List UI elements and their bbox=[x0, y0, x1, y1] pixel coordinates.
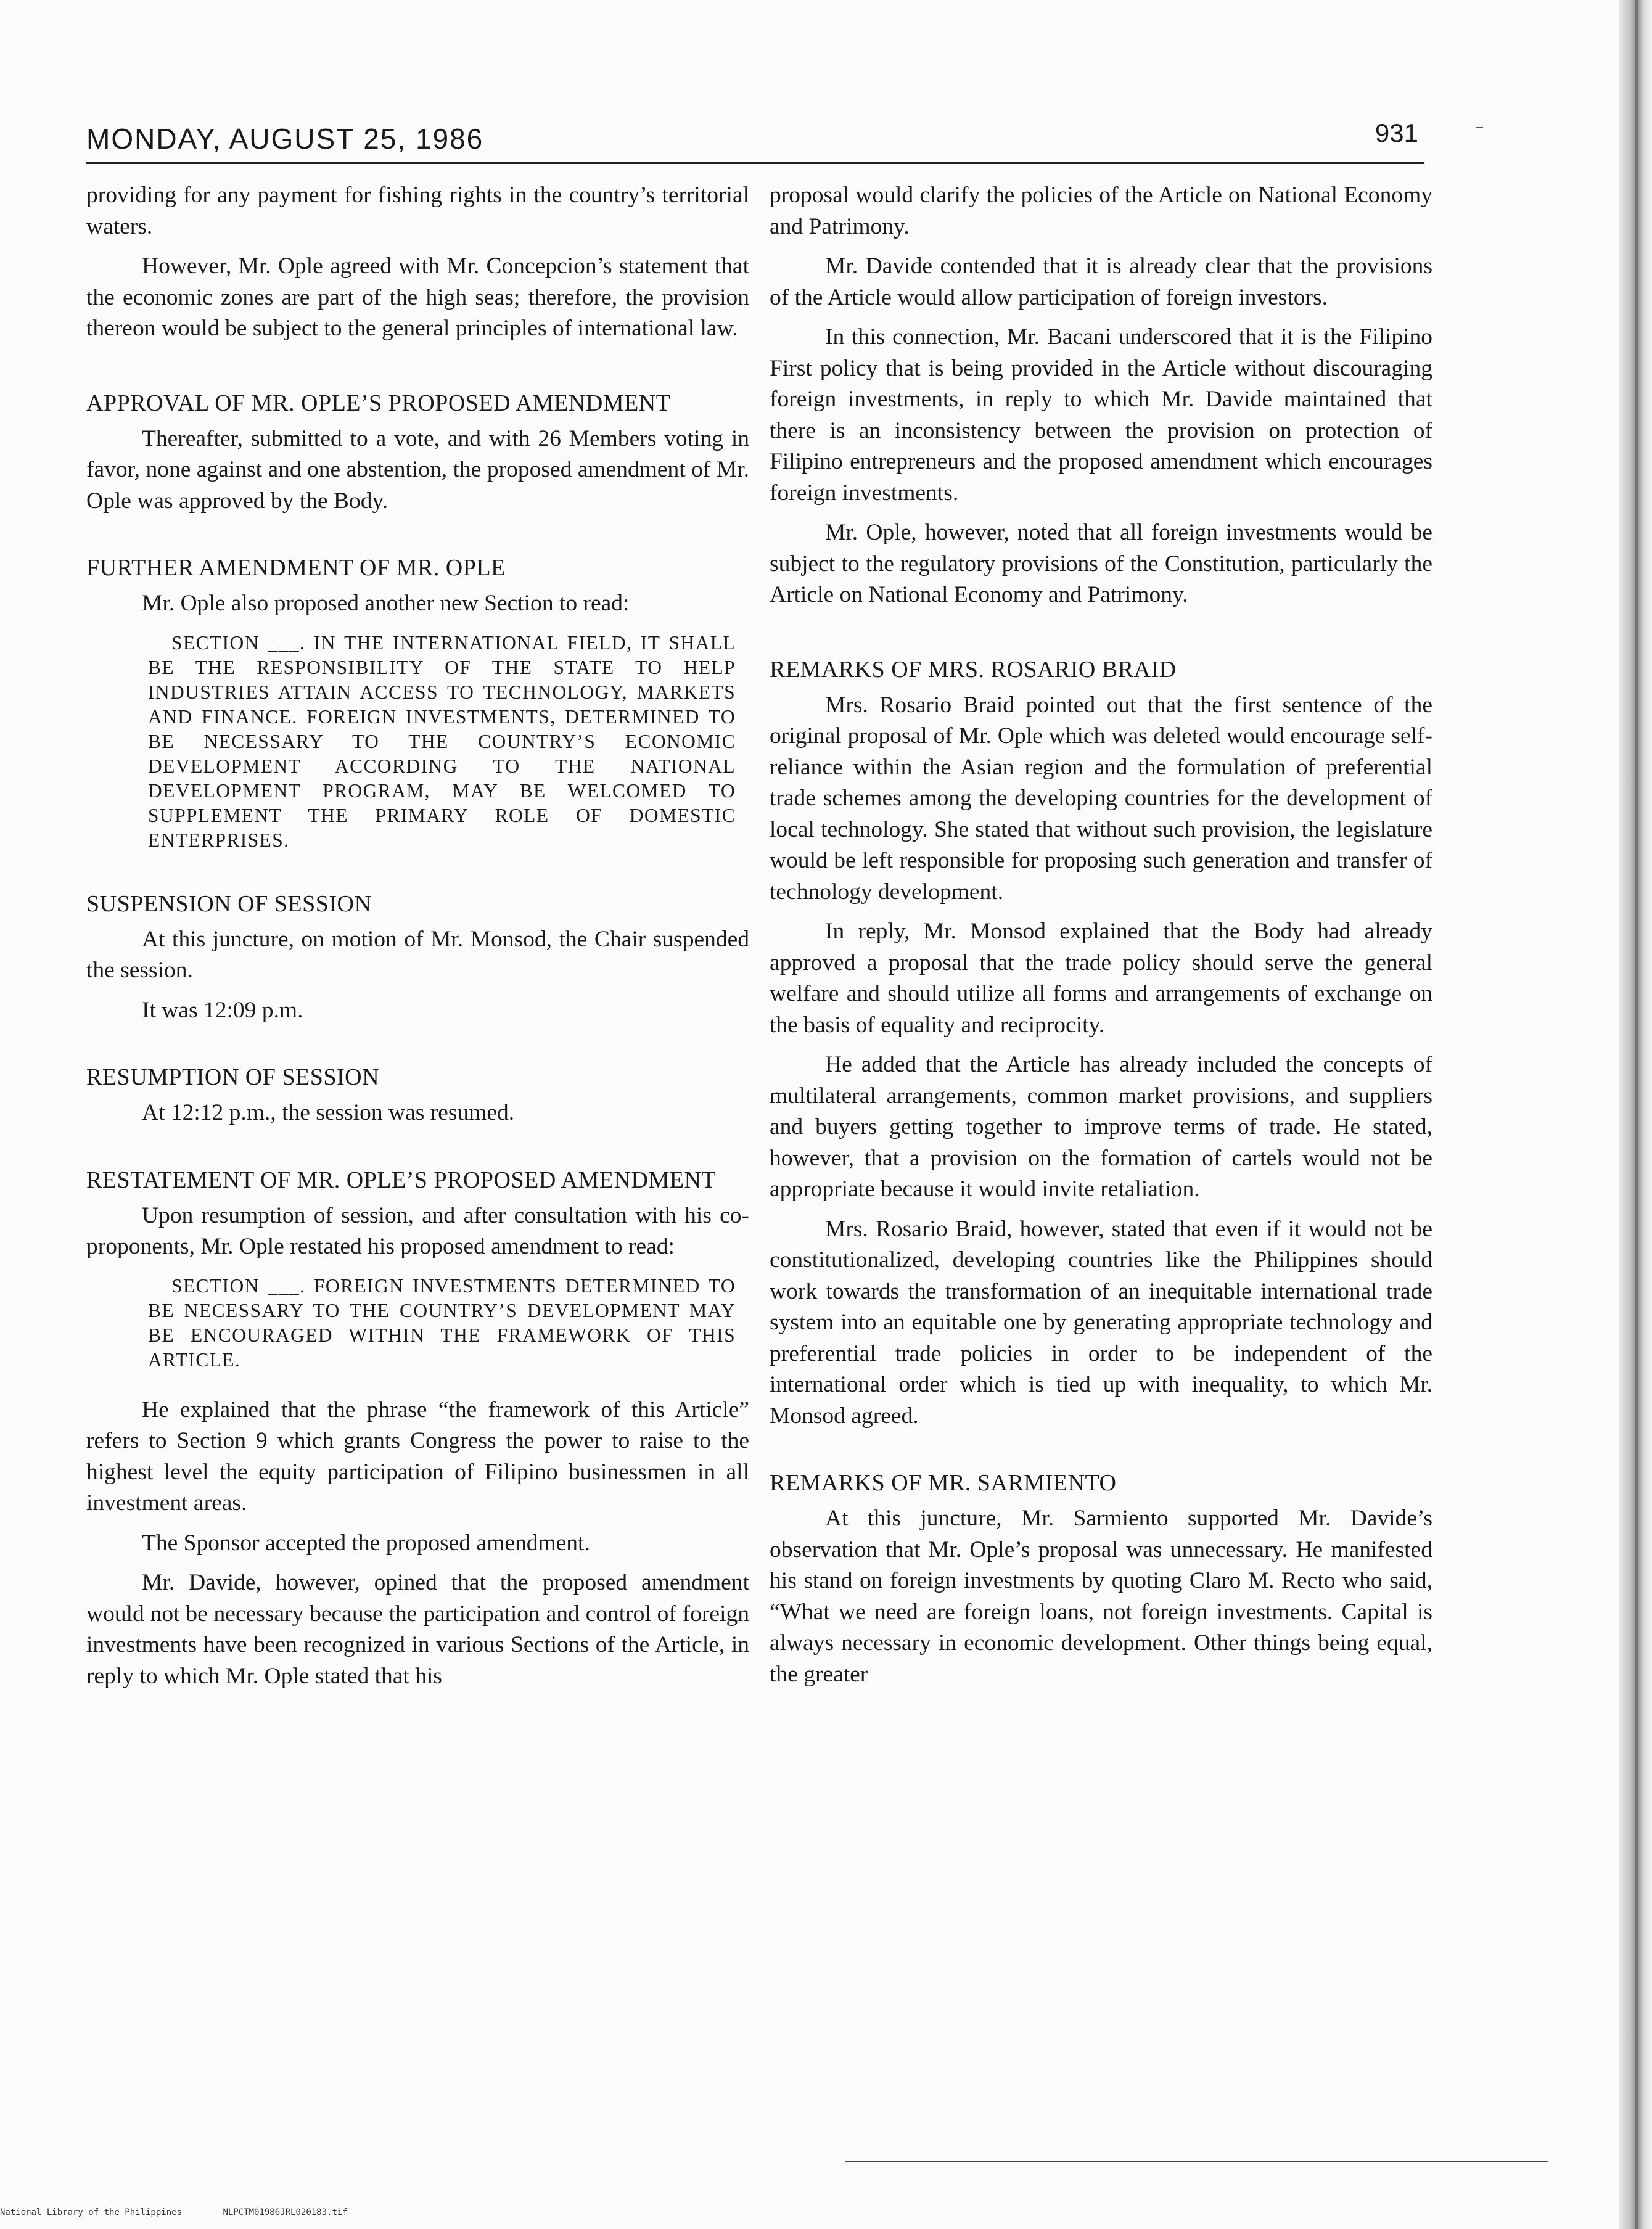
scanned-page-edge bbox=[1619, 0, 1652, 2229]
section-heading: REMARKS OF MR. SARMIENTO bbox=[770, 1470, 1117, 1496]
paragraph: In reply, Mr. Monsod explained that the Body had already approved a proposal that the trade policy should serve the general welfare and should utilize all forms and arrangements of exchange on the basis of equality and reciprocity. bbox=[770, 919, 1432, 1038]
quoted-section: SECTION ___. IN THE INTERNATIONAL FIELD, IT SHALL BE THE RESPONSIBILITY OF THE STATE TO HELP INDUSTRIES ATTAIN ACCESS TO TECHNOLOGY, MARKETS AND FINANCE. FOREIGN INVESTMENTS, DETERMINED TO BE NECESSARY TO THE COUNTRY’S ECONOMIC DEVELOPMENT ACCORDING TO THE NATIONAL DEVELOPMENT PROGRAM, MAY BE WELCOMED TO SUPPLEMENT THE PRIMARY ROLE OF DOMESTIC ENTERPRISES. bbox=[148, 631, 736, 851]
paragraph: At 12:12 p.m., the session was resumed. bbox=[142, 1100, 515, 1125]
margin-mark bbox=[1476, 127, 1483, 128]
page-number: 931 bbox=[1375, 118, 1418, 147]
paragraph: Mr. Davide contended that it is already clear that the provisions of the Article would allow participation of foreign investors. bbox=[770, 253, 1432, 310]
section-heading: APPROVAL OF MR. OPLE’S PROPOSED AMENDMENT bbox=[86, 390, 671, 416]
paragraph: He explained that the phrase “the framework of this Article” refers to Section 9 which grants Congress the power to raise to the highest level the equity participation of Filipino businessmen in all investment areas. bbox=[86, 1397, 749, 1516]
left-column bbox=[86, 180, 749, 1701]
header-rule bbox=[86, 162, 1424, 164]
quoted-section: SECTION ___. FOREIGN INVESTMENTS DETERMINED TO BE NECESSARY TO THE COUNTRY’S DEVELOPMENT MAY BE ENCOURAGED WITHIN THE FRAMEWORK OF THIS ARTICLE. bbox=[148, 1275, 736, 1371]
paragraph: At this juncture, on motion of Mr. Monsod, the Chair suspended the session. bbox=[86, 926, 749, 983]
right-column bbox=[770, 180, 1432, 1699]
paragraph: Upon resumption of session, and after consultation with his co-proponents, Mr. Ople restated his proposed amendment to read: bbox=[86, 1202, 749, 1259]
library-credit: National Library of the Philippines bbox=[0, 2207, 183, 2217]
paragraph: Mr. Davide, however, opined that the proposed amendment would not be necessary because the participation and control of foreign investments have been recognized in various Sections of the Article, in reply to which Mr. Ople stated that his bbox=[86, 1570, 749, 1689]
paragraph: The Sponsor accepted the proposed amendment. bbox=[142, 1530, 590, 1556]
section-heading: REMARKS OF MRS. ROSARIO BRAID bbox=[770, 656, 1177, 683]
section-heading: SUSPENSION OF SESSION bbox=[86, 890, 372, 917]
paragraph: providing for any payment for fishing rights in the country’s territorial waters. bbox=[86, 183, 749, 239]
header-date: MONDAY, AUGUST 25, 1986 bbox=[86, 123, 484, 155]
section-heading: FURTHER AMENDMENT OF MR. OPLE bbox=[86, 555, 506, 581]
paragraph: Mr. Ople, however, noted that all foreign investments would be subject to the regulatory provisions of the Constitution, particularly the Article on National Economy and Patrimony. bbox=[770, 520, 1432, 607]
paragraph: Mrs. Rosario Braid, however, stated that even if it would not be constitutionalized, developing countries like the Philippines should work towards the transformation of an inequitable international trade system into an equitable one by generating appropriate technology and preferential trade policies in order to be independent of the international order which is tied up with inequality, to which Mr. Monsod agreed. bbox=[770, 1216, 1432, 1429]
section-heading: RESUMPTION OF SESSION bbox=[86, 1064, 380, 1090]
paragraph: In this connection, Mr. Bacani underscored that it is the Filipino First policy that is being provided in the Article without discouraging foreign investments, in reply to which Mr. Davide maintained that there is an inconsistency between the provision on protection of Filipino entrepreneurs and the proposed amendment which encourages foreign investments. bbox=[770, 324, 1432, 506]
paragraph: He added that the Article has already included the concepts of multilateral arrangements, common market provisions, and suppliers and buyers getting together to improve terms of trade. He stated, however, that a provision on the formation of cartels would not be appropriate because it would invite retaliation. bbox=[770, 1052, 1432, 1202]
footer-rule bbox=[845, 2161, 1548, 2162]
page-header bbox=[86, 109, 1424, 164]
scan-footer bbox=[0, 2207, 384, 2217]
paragraph: Mr. Ople also proposed another new Section to read: bbox=[142, 591, 630, 616]
paragraph: proposal would clarify the policies of the Article on National Economy and Patrimony. bbox=[770, 183, 1432, 239]
paragraph: At this juncture, Mr. Sarmiento supported Mr. Davide’s observation that Mr. Ople’s proposal was unnecessary. He manifested his stand on foreign investments by quoting Claro M. Recto who said, “What we need are foreign loans, not foreign investments. Capital is always necessary in economic development. Other things being equal, the greater bbox=[770, 1506, 1432, 1687]
section-heading: RESTATEMENT OF MR. OPLE’S PROPOSED AMENDMENT bbox=[86, 1167, 717, 1193]
paragraph: It was 12:09 p.m. bbox=[142, 997, 303, 1023]
paragraph: However, Mr. Ople agreed with Mr. Concepcion’s statement that the economic zones are part of the high seas; therefore, the provision thereon would be subject to the general principles of international law. bbox=[86, 253, 749, 341]
paragraph: Mrs. Rosario Braid pointed out that the first sentence of the original proposal of Mr. Ople which was deleted would encourage self-reliance within the Asian region and the formulation of preferential trade schemes among the developing countries for the development of local technology. She stated that without such provision, the legislature would be left responsible for proposing such generation and transfer of technology development. bbox=[770, 692, 1432, 905]
file-name: NLPCTM01986JRL020183.tif bbox=[223, 2207, 348, 2217]
paragraph: Thereafter, submitted to a vote, and with 26 Members voting in favor, none against and one abstention, the proposed amendment of Mr. Ople was approved by the Body. bbox=[86, 425, 749, 514]
